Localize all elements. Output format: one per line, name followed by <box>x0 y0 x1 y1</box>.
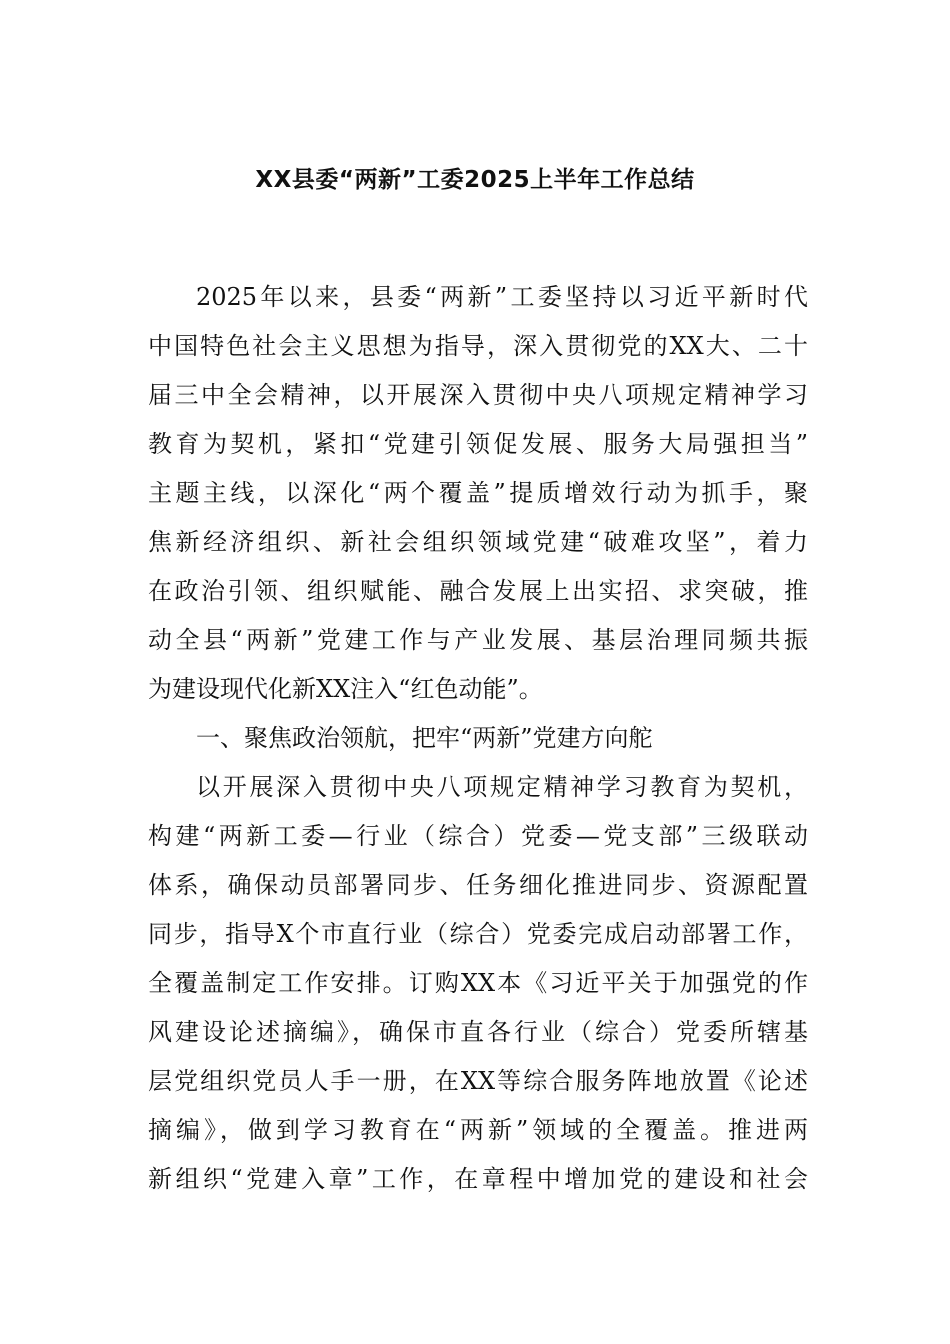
paragraph-line: 摘编》，做到学习教育在“两新”领域的全覆盖。推进两 <box>148 1116 808 1144</box>
paragraph-line: 教育为契机，紧扣“党建引领促发展、服务大局强担当” <box>148 430 808 458</box>
paragraph-line: 2025年以来，县委“两新”工委坚持以习近平新时代 <box>196 283 808 311</box>
document-title: XX县委“两新”工委2025上半年工作总结 <box>255 167 695 193</box>
paragraph-line: 同步，指导X个市直行业（综合）党委完成启动部署工作， <box>148 920 808 948</box>
paragraph-line: 焦新经济组织、新社会组织领域党建“破难攻坚”，着力 <box>148 528 808 556</box>
paragraph-line: 层党组织党员人手一册，在XX等综合服务阵地放置《论述 <box>148 1067 808 1095</box>
document-body <box>148 273 808 1204</box>
paragraph-line: 在政治引领、组织赋能、融合发展上出实招、求突破，推 <box>148 577 808 605</box>
paragraph-line: 届三中全会精神，以开展深入贯彻中央八项规定精神学习 <box>148 381 808 409</box>
paragraph-line: 中国特色社会主义思想为指导，深入贯彻党的XX大、二十 <box>148 332 808 360</box>
paragraph-line: 主题主线，以深化“两个覆盖”提质增效行动为抓手，聚 <box>148 479 808 507</box>
section-heading: 一、聚焦政治领航，把牢“两新”党建方向舵 <box>196 724 653 752</box>
paragraph-line: 动全县“两新”党建工作与产业发展、基层治理同频共振 <box>148 626 808 654</box>
paragraph-line: 构建“两新工委—行业（综合）党委—党支部”三级联动 <box>148 822 808 850</box>
paragraph-line: 为建设现代化新XX注入“红色动能”。 <box>148 675 543 703</box>
paragraph-line: 全覆盖制定工作安排。订购XX本《习近平关于加强党的作 <box>148 969 808 997</box>
paragraph-line: 新组织“党建入章”工作，在章程中增加党的建设和社会 <box>148 1165 808 1193</box>
paragraph-line: 风建设论述摘编》，确保市直各行业（综合）党委所辖基 <box>148 1018 808 1046</box>
paragraph-line: 体系，确保动员部署同步、任务细化推进同步、资源配置 <box>148 871 808 899</box>
paragraph-line: 以开展深入贯彻中央八项规定精神学习教育为契机， <box>196 773 808 801</box>
